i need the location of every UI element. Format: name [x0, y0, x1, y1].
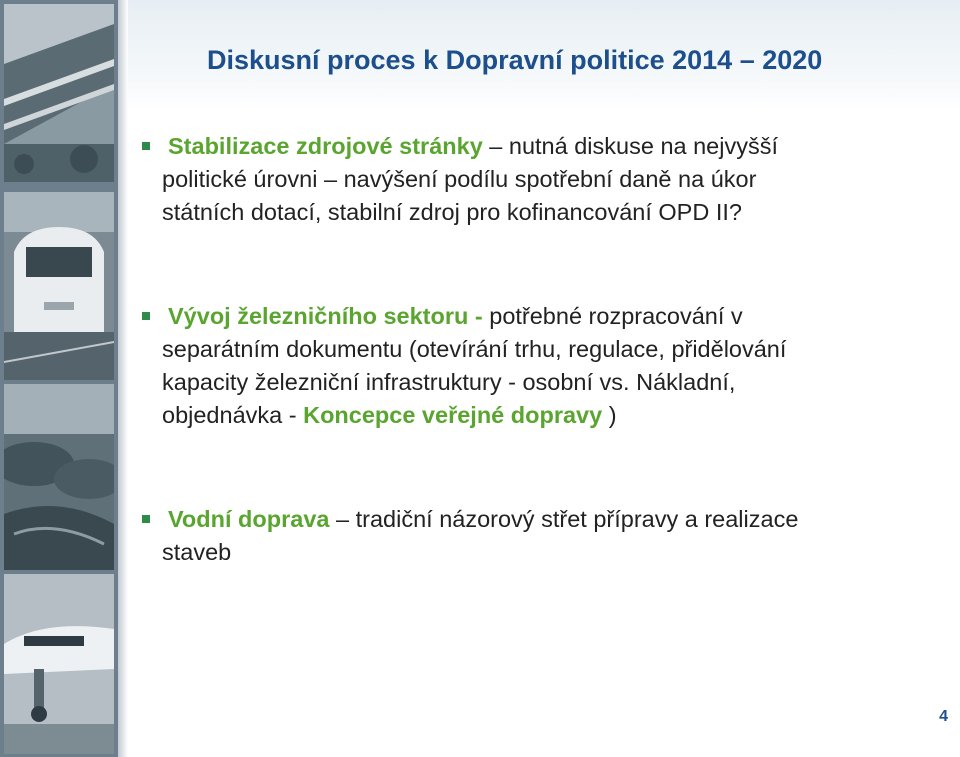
bullet-text: objednávka -: [162, 402, 304, 428]
strip-shadow: [118, 0, 128, 757]
bullet-text: politické úrovni – navýšení podílu spotřební daně na úkor: [162, 166, 757, 192]
bullet-text: státních dotací, stabilní zdroj pro kofinancování OPD II?: [162, 199, 742, 225]
bullet-highlight: Vodní doprava: [168, 506, 330, 532]
bullet-vodni-doprava: [162, 503, 952, 569]
airplane-photo: [4, 574, 114, 754]
bullet-highlight-koncepce: Koncepce veřejné dopravy: [303, 402, 603, 428]
bullet-text: – tradiční názorový střet přípravy a realizace: [329, 506, 799, 532]
bullet-text: kapacity železniční infrastruktury - osobní vs. Nákladní,: [162, 369, 736, 395]
bullet-highlight: Vývoj železničního sektoru -: [168, 303, 483, 329]
bullet-text: staveb: [162, 539, 232, 565]
bullet-marker: [142, 142, 150, 150]
bullet-text: ): [602, 402, 617, 428]
highway-photo: [4, 4, 114, 182]
train-photo: [4, 192, 114, 380]
bullet-highlight: Stabilizace zdrojové stránky: [168, 133, 483, 159]
bullet-stabilizace: [162, 130, 952, 229]
photo-strip: [0, 0, 118, 757]
page-number: 4: [939, 708, 948, 725]
landscape-photo: [4, 384, 114, 570]
bullet-marker: [142, 312, 150, 320]
bullet-text: separátním dokumentu (otevírání trhu, regulace, přidělování: [162, 336, 787, 362]
bullet-zeleznice: [162, 300, 952, 432]
bullet-marker: [142, 515, 150, 523]
bullet-text: – nutná diskuse na nejvyšší: [482, 133, 778, 159]
bullet-text: potřebné rozpracování v: [482, 303, 743, 329]
slide-title: Diskusní proces k Dopravní politice 2014 – 2020: [207, 45, 823, 75]
